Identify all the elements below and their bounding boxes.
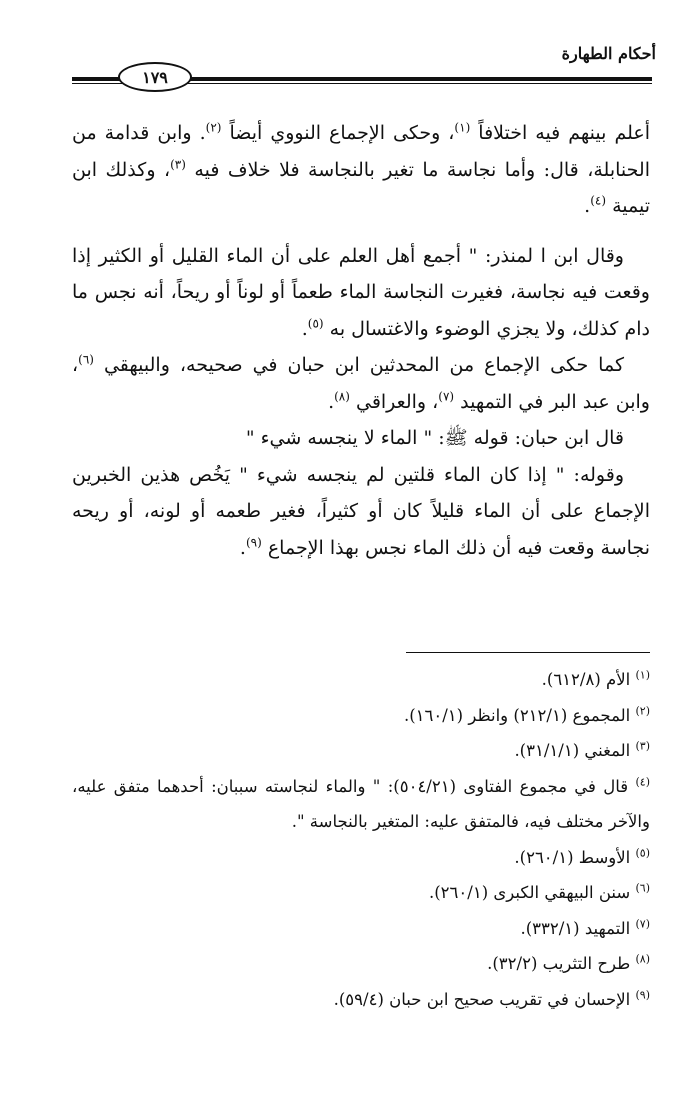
page-number-text: ١٧٩ (142, 67, 168, 87)
paragraph-text: . (328, 390, 335, 413)
footnote-text: الأم (٦١٢/٨). (541, 670, 631, 689)
paragraph-text: كما حكى الإجماع من المحدثين ابن حبان في صحيحه، والبيهقي (103, 354, 624, 376)
running-title: أحكام الطهارة (561, 44, 656, 63)
paragraph-text: ، وكذلك ابن تيمية (72, 158, 650, 217)
footnote-ref: (٨) (334, 389, 350, 404)
footnote-1 (72, 662, 650, 698)
paragraph-3 (72, 347, 650, 420)
paragraph-text: أعلم بينهم فيه اختلافاً (478, 122, 651, 144)
paragraph-text: وقوله: " إذا كان الماء قلتين لم ينجسه شيء " يَخُص هذين الخبرين الإجماع على أن الماء قليلاً كان أو كثيراً، فغير طعمه أو لونه، أو ريحه نجاسة وقعت فيه أن ذلك الماء نجس بهذا الإجماع (72, 463, 650, 559)
footnote-number: (١) (635, 668, 650, 682)
footnote-4 (72, 769, 650, 840)
footnote-ref: (٦) (78, 352, 94, 367)
footnote-ref: (٤) (590, 193, 607, 208)
footnote-number: (٥) (635, 846, 650, 859)
paragraph-2 (72, 238, 650, 348)
paragraph-text: . وابن قدامة من الحنابلة، قال: وأما نجاسة ما تغير بالنجاسة فلا خلاف فيه (72, 122, 650, 181)
paragraph-text: ، والعراقي (355, 390, 439, 413)
paragraph-text: ، وابن عبد البر في التمهيد (72, 354, 650, 413)
page-number (118, 62, 192, 92)
footnotes (72, 662, 650, 1017)
paragraph-4 (72, 420, 650, 457)
footnote-3 (72, 733, 650, 769)
footnote-number: (٢) (635, 704, 650, 717)
footnote-number: (٨) (635, 952, 650, 966)
paragraph-text: . (239, 536, 246, 559)
footnote-ref: (٩) (245, 535, 262, 550)
footnote-number: (٣) (635, 739, 650, 753)
footnote-separator (406, 652, 650, 653)
paragraph-1 (72, 115, 650, 225)
footnote-ref: (٥) (307, 316, 324, 331)
paragraph-text: قال ابن حبان: قوله ﷺ: " الماء لا ينجسه شيء " (245, 427, 624, 449)
footnote-9 (72, 982, 650, 1018)
footnote-ref: (١) (454, 120, 471, 135)
footnote-text: التمهيد (٣٣٢/١). (520, 918, 631, 938)
footnote-ref: (٣) (170, 157, 186, 172)
footnote-5 (72, 840, 650, 876)
footnote-text: سنن البيهقي الكبرى (٢٦٠/١). (428, 883, 631, 902)
footnote-text: المغني (٣١/١/١). (514, 741, 631, 760)
paragraph-text: . (301, 317, 308, 340)
footnote-text: طرح التثريب (٣٢/٢). (487, 954, 631, 973)
footnote-text: المجموع (٢١٢/١) وانظر (١٦٠/١). (403, 705, 631, 725)
footnote-ref: (٢) (205, 120, 222, 135)
footnote-text: الإحسان في تقريب صحيح ابن حبان (٥٩/٤). (333, 989, 631, 1009)
footnote-number: (٩) (635, 988, 650, 1001)
footnote-text: الأوسط (٢٦٠/١). (514, 847, 631, 867)
paragraph-5 (72, 457, 650, 567)
paragraph-text: . (584, 195, 591, 217)
footnote-number: (٦) (635, 881, 650, 895)
footnote-text: قال في مجموع الفتاوى (٥٠٤/٢١): " والماء لنجاسته سببان: أحدهما متفق عليه، والآخر مختلف فيه، فالمتفق عليه: المتغير بالنجاسة ". (72, 776, 650, 831)
footnote-6 (72, 875, 650, 911)
footnote-8 (72, 946, 650, 982)
footnote-number: (٤) (635, 775, 650, 788)
paragraph-text: وقال ابن ا لمنذر: " أجمع أهل العلم على أن الماء القليل أو الكثير إذا وقعت فيه نجاسة، فغيرت النجاسة الماء طعماً أو لوناً أو ريحاً، أنه نجس ما دام كذلك، ولا يجزي الوضوء والاغتسال به (72, 244, 650, 340)
body-text (72, 115, 650, 566)
footnote-number: (٧) (635, 917, 650, 930)
footnote-ref: (٧) (438, 389, 455, 404)
footnote-7 (72, 911, 650, 947)
footnote-2 (72, 698, 650, 734)
paragraph-text: ، وحكى الإجماع النووي أيضاً (229, 122, 455, 144)
